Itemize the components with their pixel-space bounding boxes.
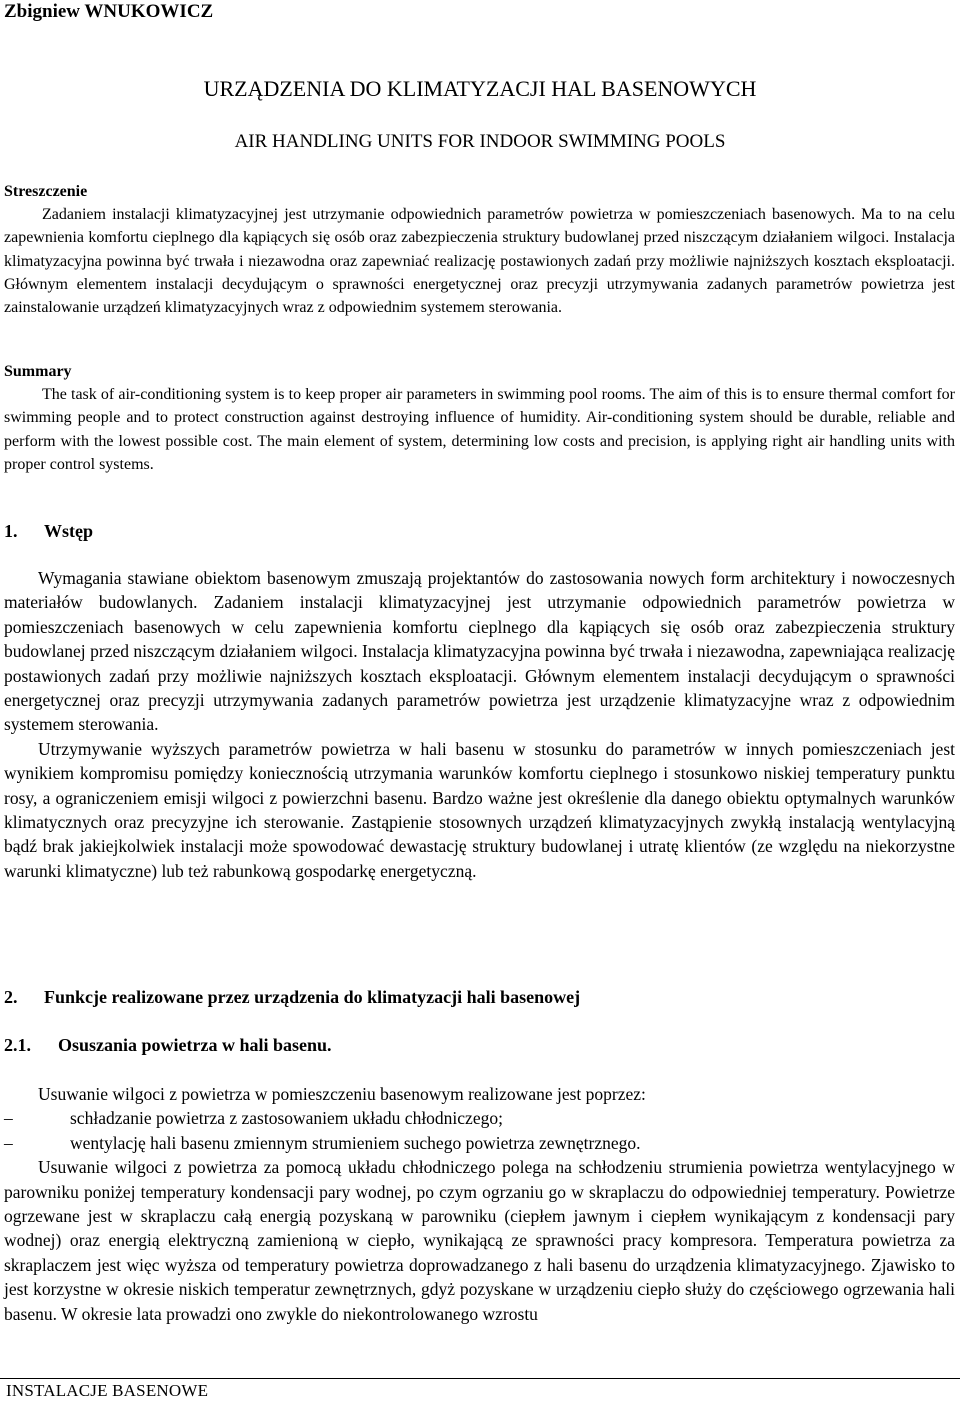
abstract-english-text: The task of air-conditioning system is to keep proper air parameters in swimming pool rooms. The aim of this is to ensure thermal comfort for swimming people and to protect construction against destroying influence of humidity. Air-conditioning system should be durable, reliable and perform with the lowest possible cost. The main element of system, determining low costs and precision, is applying right air handling units with proper control systems. xyxy=(4,386,955,473)
dash-bullet-icon: – xyxy=(4,1132,13,1153)
section-2-number: 2. xyxy=(4,987,18,1007)
section-2-1-heading xyxy=(4,1033,332,1057)
dehumidification-methods-list xyxy=(4,1106,955,1155)
section-2-1-body xyxy=(4,1082,955,1326)
dash-bullet-icon: – xyxy=(4,1108,13,1129)
section-2-title: Funkcje realizowane przez urządzenia do klimatyzacji hali basenowej xyxy=(44,987,581,1007)
section-2-1-title: Osuszania powietrza w hali basenu. xyxy=(58,1035,332,1055)
list-item-text: wentylację hali basenu zmiennym strumieniem suchego powietrza zewnętrznego. xyxy=(70,1132,641,1153)
page-footer xyxy=(0,1378,960,1401)
section-1-number: 1. xyxy=(4,521,18,541)
footer-label: INSTALACJE BASENOWE xyxy=(6,1381,209,1400)
abstract-polish-text: Zadaniem instalacji klimatyzacyjnej jest utrzymanie odpowiednich parametrów powietrza w pomieszczeniach basenowych. Ma to na celu zapewnienia komfortu cieplnego dla kąpiących się osób oraz zabezpieczenia struktury budowlanej przed niszczącym działaniem wilgoci. Instalacja klimatyzacyjna powinna być trwała i niezawodna oraz zapewniać realizację postawionych zadań przy możliwie najniższych kosztach eksploatacji. Głównym elementem instalacji decydującym o sprawności energetycznej oraz precyzji utrzymywania zadanych parametrów powietrza jest zainstalowanie urządzeń klimatyzacyjnych wraz z odpowiednim systemem sterowania. xyxy=(4,206,955,317)
abstract-polish-heading: Streszczenie xyxy=(4,183,88,200)
section-2-heading xyxy=(4,985,580,1009)
abstract-polish xyxy=(4,180,955,319)
abstract-english xyxy=(4,360,955,476)
abstract-english-heading: Summary xyxy=(4,363,72,380)
section-1-paragraph: Wymagania stawiane obiektom basenowym zmuszają projektantów do zastosowania nowych form architektury i nowoczesnych materiałów budowlanych. Zadaniem instalacji klimatyzacyjnej jest utrzymanie odpowiednich parametrów powietrza w pomieszczeniach basenowych w celu zapewnienia komfortu cieplnego dla kąpiących się osób oraz zabezpieczenia struktury budowlanej przed niszczącym działaniem wilgoci. Instalacja klimatyzacyjna powinna być trwała i niezawodna, zapewniająca realizację postawionych zadań przy możliwie najniższych kosztach eksploatacji. Głównym elementem instalacji decydującym o sprawności energetycznej oraz precyzji utrzymywania zadanych parametrów powietrza jest urządzenie klimatyzacyjne wraz z odpowiednim systemem sterowania. xyxy=(4,568,955,735)
section-1-paragraph: Utrzymywanie wyższych parametrów powietrza w hali basenu w stosunku do parametrów w innych pomieszczeniach jest wynikiem kompromisu pomiędzy koniecznością utrzymania warunków komfortu cieplnego i stosunkowo niskiej temperatury punktu rosy, a ograniczeniem emisji wilgoci z powierzchni basenu. Bardzo ważne jest określenie dla danego obiektu optymalnych warunków klimatycznych oraz precyzyjne ich sterowanie. Zastąpienie stosownych urządzeń klimatyzacyjnych zwykłą instalacją wentylacyjną bądź brak jakiejkolwiek instalacji może spowodować dewastację struktury budowlanej i utratę klientów (ze względu na niekorzystne warunki klimatyczne) lub też rabunkową gospodarkę energetyczną. xyxy=(4,738,955,881)
list-item xyxy=(4,1131,955,1155)
section-2-1-paragraph: Usuwanie wilgoci z powietrza za pomocą układu chłodniczego polega na schłodzeniu strumienia powietrza wentylacyjnego w parowniku poniżej temperatury kondensacji pary wodnej, po czym ogrzaniu go w skraplaczu do odpowiedniej temperatury. Powietrze ogrzewane jest w skraplaczu całą energią pozyskaną w parowniku (ciepłem jawnym i ciepłem wynikającym z kondensacji pary wodnej) oraz energią elektryczną zamienioną w ciepło, wynikającą ze sprawności pracy kompresora. Temperatura powietrza za skraplaczem jest więc wyższa od temperatury powietrza doprowadzanego z hali basenu do urządzenia klimatyzacyjnego. Zjawisko to jest korzystne w okresie niskich temperatur zewnętrznych, gdyż pozyskane w urządzeniu ciepło służy do częściowego ogrzewania hali basenu. W okresie lata prowadzi ono zwykle do niekontrolowanego wzrostu xyxy=(4,1157,955,1324)
list-item xyxy=(4,1106,955,1130)
title-polish: URZĄDZENIA DO KLIMATYZACJI HAL BASENOWYCH xyxy=(203,76,757,101)
section-1-title: Wstęp xyxy=(44,521,93,541)
author-name: Zbigniew WNUKOWICZ xyxy=(4,1,214,22)
section-1-body xyxy=(4,566,955,883)
section-1-heading xyxy=(4,519,93,543)
title-english: AIR HANDLING UNITS FOR INDOOR SWIMMING POOLS xyxy=(234,131,726,152)
section-2-1-number: 2.1. xyxy=(4,1035,31,1055)
section-2-1-lead: Usuwanie wilgoci z powietrza w pomieszczeniu basenowym realizowane jest poprzez: xyxy=(38,1084,646,1104)
list-item-text: schładzanie powietrza z zastosowaniem układu chłodniczego; xyxy=(70,1108,503,1129)
